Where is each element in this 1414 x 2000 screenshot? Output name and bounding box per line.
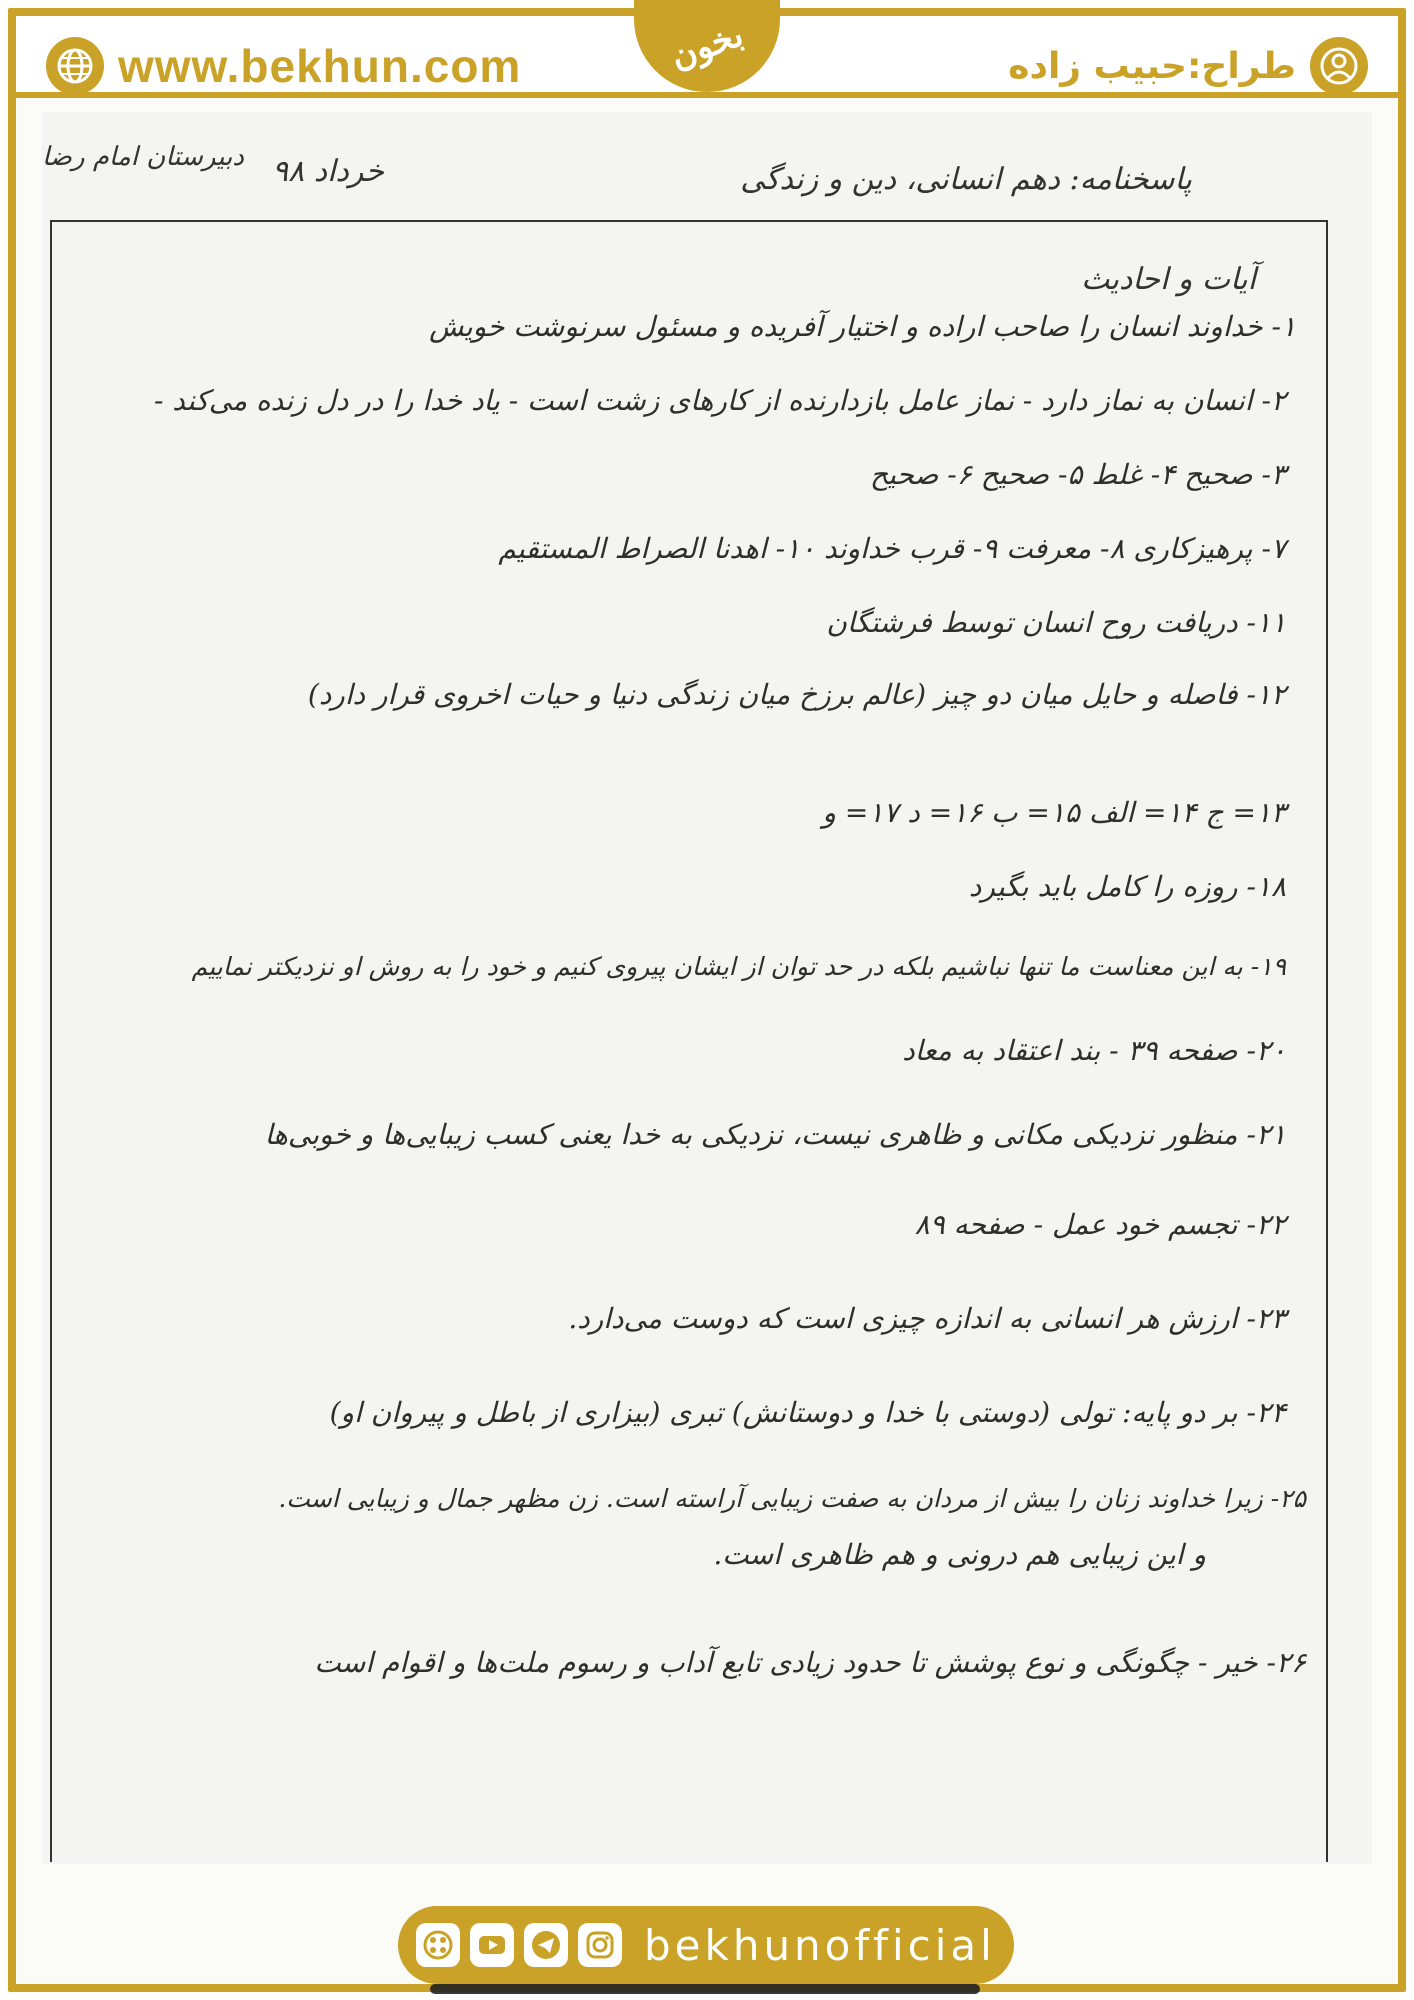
answer-line: ۲۵- زیرا خداوند زنان را بیش از مردان به صفت زیبایی آراسته است. زن مظهر جمال و زیبایی است. (278, 1484, 1306, 1513)
youtube-icon[interactable] (470, 1923, 514, 1967)
designer-credit (1008, 34, 1368, 98)
aparat-icon[interactable] (416, 1923, 460, 1967)
answer-line: ۱۲- فاصله و حایل میان دو چیز (عالم برزخ میان زندگی دنیا و حیات اخروی قرار دارد) (307, 678, 1286, 711)
answer-box (50, 220, 1328, 1862)
logo-text: بخون (665, 14, 749, 78)
answer-line: و این زیبایی هم درونی و هم ظاهری است. (713, 1538, 1206, 1571)
footer-shadow (430, 1984, 980, 1994)
answer-line: ۳- صحیح ۴- غلط ۵- صحیح ۶- صحیح (870, 458, 1286, 491)
answer-line: ۲۳- ارزش هر انسانی به اندازه چیزی است که دوست می‌دارد. (568, 1302, 1286, 1335)
instagram-icon[interactable] (578, 1923, 622, 1967)
designer-name: طراح:حبیب زاده (1008, 45, 1296, 87)
answer-line: ۱۳= ج ۱۴= الف ۱۵= ب ۱۶= د ۱۷= و (822, 796, 1286, 829)
globe-icon (46, 37, 104, 95)
answer-line: ۷- پرهیزکاری ۸- معرفت ۹- قرب خداوند ۱۰- اهدنا الصراط المستقیم (498, 532, 1286, 565)
answer-line: ۲۱- منظور نزدیکی مکانی و ظاهری نیست، نزدیکی به خدا یعنی کسب زیبایی‌ها و خوبی‌ها (264, 1118, 1286, 1151)
answer-sheet (42, 112, 1372, 1864)
answer-line: ۲۲- تجسم خود عمل - صفحه ۸۹ (914, 1208, 1286, 1241)
answer-line: ۱۹- به این معناست ما تنها نباشیم بلکه در حد توان از ایشان پیروی کنیم و خود را به روش او نزدیکتر نماییم (191, 952, 1286, 981)
social-footer (398, 1906, 1014, 1984)
user-icon (1310, 37, 1368, 95)
answer-line: ۲- انسان به نماز دارد - نماز عامل بازدارنده از کارهای زشت است - یاد خدا را در دل زنده می‌کند - (153, 384, 1286, 417)
school-name: دبیرستان امام رضا (42, 142, 244, 172)
website-link[interactable] (46, 34, 521, 98)
sheet-title: پاسخنامه: دهم انسانی، دین و زندگی (740, 162, 1192, 197)
social-handle: bekhunofficial (644, 1920, 996, 1970)
answer-line: ۱- خداوند انسان را صاحب اراده و اختیار آفریده و مسئول سرنوشت خویش (429, 310, 1296, 343)
answer-line: ۱۱- دریافت روح انسان توسط فرشتگان (826, 606, 1286, 639)
exam-date: خرداد ۹۸ (272, 154, 384, 189)
answer-line: ۲۴- بر دو پایه: تولی (دوستی با خدا و دوستانش) تبری (بیزاری از باطل و پیروان او) (329, 1396, 1286, 1429)
answer-line: ۲۰- صفحه ۳۹ - بند اعتقاد به معاد (902, 1034, 1286, 1067)
answer-line: ۱۸- روزه را کامل باید بگیرد (968, 870, 1286, 903)
telegram-icon[interactable] (524, 1923, 568, 1967)
answer-line: ۲۶- خیر - چگونگی و نوع پوشش تا حدود زیادی تابع آداب و رسوم ملت‌ها و اقوام است (314, 1646, 1306, 1679)
website-text: www.bekhun.com (118, 40, 522, 92)
section-subtitle: آیات و احادیث (1081, 262, 1256, 297)
